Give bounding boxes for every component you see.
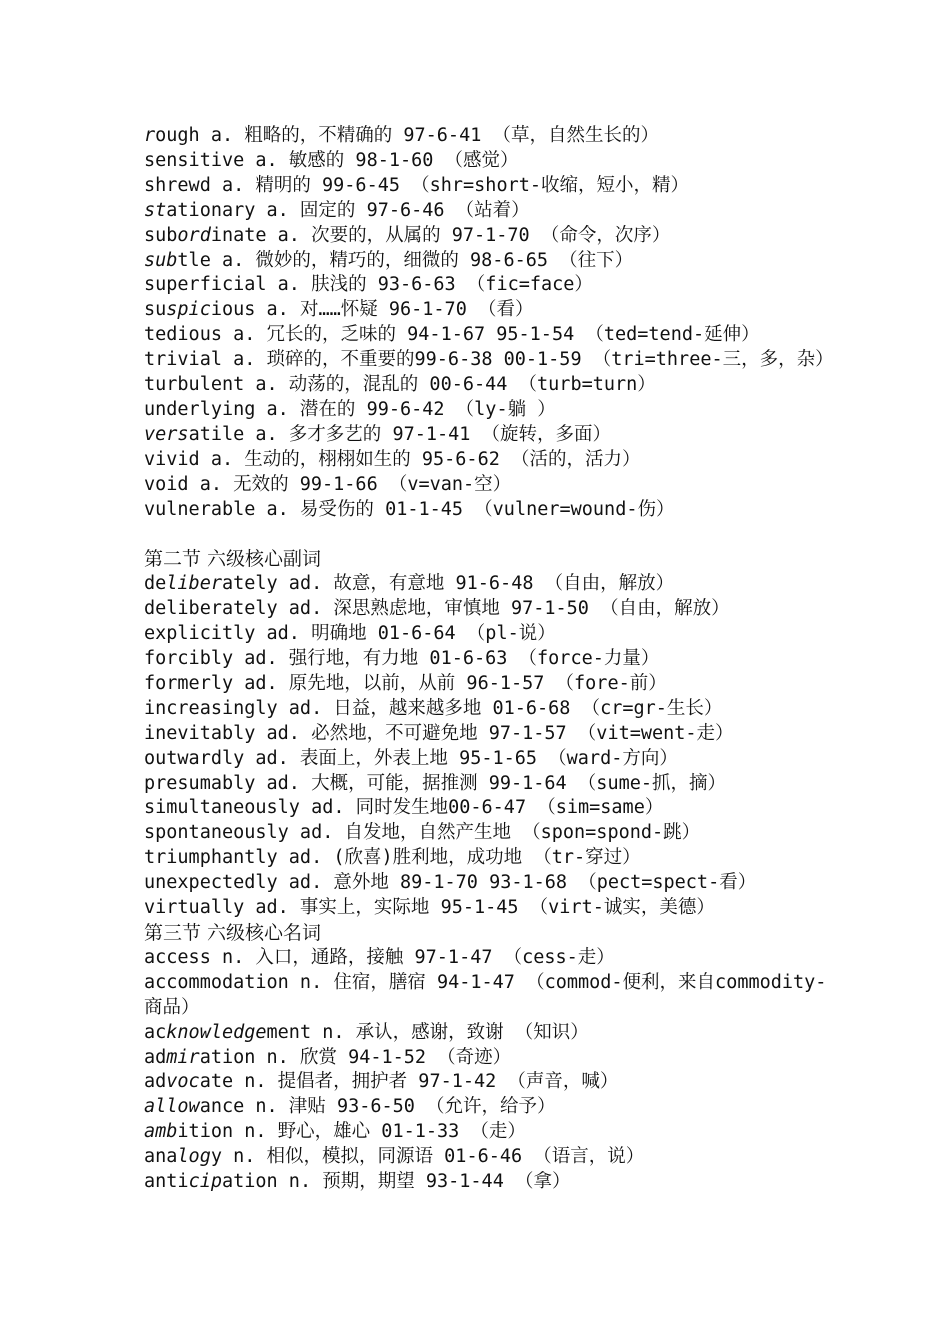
entry-text: inate a. 次要的，从属的 97-1-70 （命令，次序）: [210, 224, 671, 246]
vocab-entry: [144, 1145, 844, 1170]
word-root: voc: [166, 1071, 200, 1093]
vocab-entry: [144, 722, 844, 747]
word-root: vers: [144, 423, 189, 445]
entry-text: ough a. 粗略的，不精确的 97-6-41 （草，自然生长的）: [155, 125, 659, 146]
entry-text: 第二节 六级核心副词: [144, 548, 322, 571]
entry-text: tedious a. 冗长的，乏味的 94-1-67 95-1-54 （ted=tend-延伸）: [144, 324, 760, 346]
vocab-entry: [144, 398, 844, 423]
entry-text: access n. 入口，通路，接触 97-1-47 （cess-走）: [144, 946, 615, 968]
entry-text: de: [144, 573, 167, 595]
vocab-entry: [144, 647, 844, 672]
word-root: ord: [177, 224, 211, 246]
entry-text: outwardly ad. 表面上，外表上地 95-1-65 （ward-方向）: [144, 747, 678, 769]
entry-text: superficial a. 肤浅的 93-6-63 （fic=face）: [144, 274, 593, 296]
vocab-entry: [144, 1095, 844, 1120]
word-root: allow: [144, 1096, 200, 1118]
vocab-entry: [144, 1046, 844, 1071]
entry-text: increasingly ad. 日益，越来越多地 01-6-68 （cr=gr-生长）: [144, 697, 723, 719]
word-root: mir: [166, 1046, 200, 1068]
vocab-entry: [144, 896, 844, 921]
word-root: amb: [144, 1121, 178, 1143]
word-root: log: [177, 1146, 211, 1168]
document-page: [144, 124, 844, 1195]
entry-text: anti: [144, 1171, 189, 1193]
entry-text: ation n. 预期，期望 93-1-44 （拿）: [221, 1171, 571, 1193]
entry-text: vulnerable a. 易受伤的 01-1-45 （vulner=wound-伤）: [144, 498, 675, 520]
entry-text: ate n. 提倡者，拥护者 97-1-42 （声音，喊）: [199, 1071, 619, 1093]
vocab-entry: [144, 1170, 844, 1195]
entry-text: shrewd a. 精明的 99-6-45 （shr=short-收缩，短小，精）: [144, 174, 690, 196]
vocab-entry: [144, 298, 844, 323]
entry-text: underlying a. 潜在的 99-6-42 （ly-躺 ）: [144, 398, 556, 420]
vocab-entry: [144, 473, 844, 498]
blank-line: [144, 523, 844, 548]
word-root: liber: [166, 573, 222, 595]
vocab-entry: [144, 672, 844, 697]
entry-text: formerly ad. 原先地，以前，从前 96-1-57 （fore-前）: [144, 672, 667, 694]
entry-text: 第三节 六级核心名词: [144, 921, 322, 944]
vocab-entry: [144, 423, 844, 448]
vocab-entry: [144, 971, 844, 1021]
entry-text: sensitive a. 敏感的 98-1-60 （感觉）: [144, 149, 519, 171]
entry-text: deliberately ad. 深思熟虑地，审慎地 97-1-50 （自由，解放）: [144, 598, 730, 620]
vocab-entry: [144, 149, 844, 174]
vocab-entry: [144, 946, 844, 971]
entry-text: sub: [144, 224, 178, 246]
word-root: cip: [188, 1171, 222, 1193]
entry-text: unexpectedly ad. 意外地 89-1-70 93-1-68 （pect=spect-看）: [144, 872, 757, 894]
vocab-entry: [144, 124, 844, 149]
vocab-entry: [144, 846, 844, 871]
entry-text: atile a. 多才多艺的 97-1-41 （旋转，多面）: [188, 423, 612, 445]
entry-text: ationary a. 固定的 97-6-46 （站着）: [166, 199, 530, 221]
entry-text: trivial a. 琐碎的，不重要的99-6-38 00-1-59 （tri=three-三，多，杂）: [144, 349, 834, 371]
word-root: r: [144, 125, 156, 146]
vocab-entry: [144, 448, 844, 473]
vocab-entry: [144, 572, 844, 597]
section-heading: [144, 547, 844, 572]
vocab-entry: [144, 273, 844, 298]
entry-text: ad: [144, 1046, 167, 1068]
vocab-entry: [144, 772, 844, 797]
vocab-entry: [144, 199, 844, 224]
word-root: sub: [144, 249, 178, 271]
entry-text: virtually ad. 事实上，实际地 95-1-45 （virt-诚实，美德）: [144, 897, 715, 919]
entry-text: vivid a. 生动的，栩栩如生的 95-6-62 （活的，活力）: [144, 448, 641, 470]
word-root: st: [144, 199, 167, 221]
vocab-entry: [144, 821, 844, 846]
vocab-entry: [144, 373, 844, 398]
vocab-entry: [144, 498, 844, 523]
vocab-entry: [144, 348, 844, 373]
vocab-entry: [144, 224, 844, 249]
entry-text: simultaneously ad. 同时发生地00-6-47 （sim=same）: [144, 797, 664, 819]
vocab-entry: [144, 323, 844, 348]
entry-text: inevitably ad. 必然地，不可避免地 97-1-57 （vit=went-走）: [144, 722, 734, 744]
vocab-entry: [144, 871, 844, 896]
vocab-entry: [144, 597, 844, 622]
vocab-entry: [144, 174, 844, 199]
entry-text: presumably ad. 大概，可能，据推测 99-1-64 （sume-抓，摘）: [144, 772, 727, 794]
entry-text: tle a. 微妙的，精巧的，细微的 98-6-65 （往下）: [177, 249, 634, 271]
vocab-entry: [144, 1120, 844, 1145]
entry-text: ana: [144, 1146, 178, 1168]
vocab-entry: [144, 249, 844, 274]
section-heading: [144, 921, 844, 946]
entry-text: ac: [144, 1021, 167, 1043]
entry-text: su: [144, 299, 167, 321]
vocab-entry: [144, 1021, 844, 1046]
entry-text: ad: [144, 1071, 167, 1093]
entry-text: ment n. 承认，感谢，致谢 （知识）: [266, 1021, 589, 1043]
entry-text: void a. 无效的 99-1-66 （v=van-空）: [144, 473, 512, 495]
word-root: spic: [166, 299, 211, 321]
word-root: knowledge: [166, 1021, 267, 1043]
vocab-entry: [144, 622, 844, 647]
entry-text: forcibly ad. 强行地，有力地 01-6-63 （force-力量）: [144, 648, 660, 670]
entry-text: y n. 相似，模拟，同源语 01-6-46 （语言，说）: [210, 1146, 645, 1168]
entry-text: ition n. 野心，雄心 01-1-33 （走）: [177, 1121, 526, 1143]
entry-text: accommodation n. 住宿，膳宿 94-1-47 （commod-便利，来自commodity-商品）: [144, 971, 827, 1018]
vocab-entry: [144, 747, 844, 772]
entry-text: ious a. 对……怀疑 96-1-70 （看）: [210, 299, 534, 321]
vocab-entry: [144, 697, 844, 722]
entry-text: ance n. 津贴 93-6-50 （允许，给予）: [199, 1096, 556, 1118]
entry-text: spontaneously ad. 自发地，自然产生地 （spon=spond-跳）: [144, 822, 701, 844]
entry-text: turbulent a. 动荡的，混乱的 00-6-44 （turb=turn）: [144, 374, 656, 396]
vocab-entry: [144, 1070, 844, 1095]
vocab-entry: [144, 796, 844, 821]
entry-text: ation n. 欣赏 94-1-52 （奇迹）: [199, 1046, 512, 1068]
entry-text: explicitly ad. 明确地 01-6-64 （pl-说）: [144, 623, 556, 645]
entry-text: ately ad. 故意，有意地 91-6-48 （自由，解放）: [221, 573, 675, 595]
entry-text: triumphantly ad. (欣喜)胜利地，成功地 （tr-穿过）: [144, 847, 641, 869]
